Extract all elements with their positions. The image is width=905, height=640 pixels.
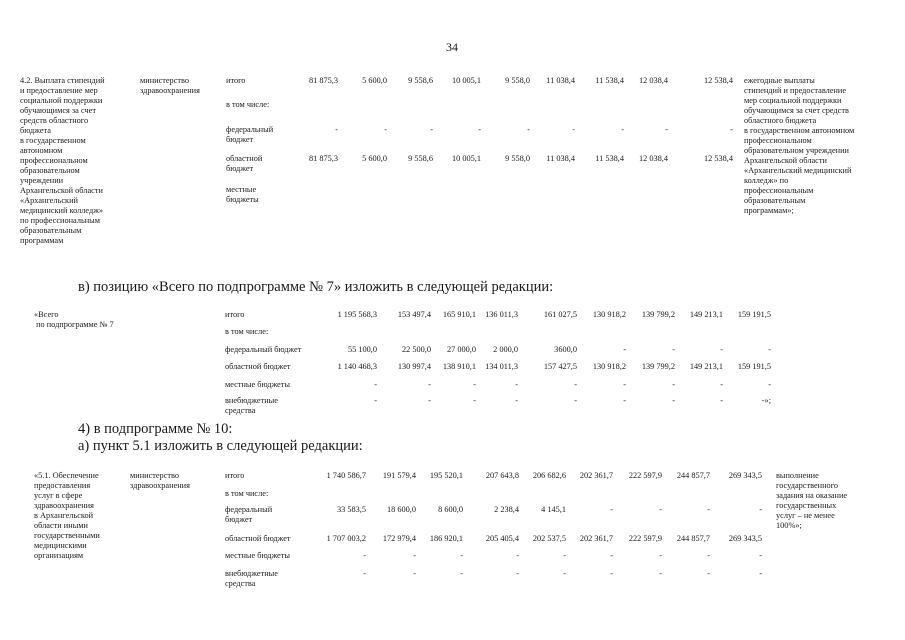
block2-value-cell: 130 918,2 (592, 362, 626, 371)
block3-row-label: местные бюджеты (225, 551, 290, 560)
block3-value-cell: 195 520,1 (429, 471, 463, 480)
block1-value-cell: 81 875,3 (308, 154, 338, 163)
block3-value-cell: 244 857,7 (676, 471, 710, 480)
block2-row-label: федеральный бюджет (225, 345, 302, 354)
note-1: ежегодные выплаты стипендий и предоставление мер социальной поддержки обучающимся за счет средств областного бюджета в государственном автономном профессиональном образовательном учреждении Архангельской области «Архангельский медицинский колледж» по профессиональным образовательным программам»; (744, 76, 855, 215)
block3-value-cell: - (759, 505, 762, 514)
block2-value-cell: - (428, 396, 431, 405)
heading-4: 4) в подпрограмме № 10: (78, 421, 233, 437)
block3-value-cell: 4 145,1 (541, 505, 566, 514)
block3-value-cell: 8 600,0 (438, 505, 463, 514)
block2-value-cell: 3600,0 (554, 345, 577, 354)
block2-value-cell: - (720, 396, 723, 405)
block1-value-cell: 5 600,0 (362, 154, 387, 163)
block1-row-label: в том числе: (226, 100, 270, 109)
block2-value-cell: 22 500,0 (401, 345, 431, 354)
block3-value-cell: - (659, 569, 662, 578)
block2-value-cell: - (374, 396, 377, 405)
block2-value-cell: - (672, 380, 675, 389)
block1-value-cell: 12 038,4 (638, 76, 668, 85)
block3-value-cell: - (363, 551, 366, 560)
block3-value-cell: 33 583,5 (336, 505, 366, 514)
block2-value-cell: 27 000,0 (446, 345, 476, 354)
block3-value-cell: - (363, 569, 366, 578)
block3-value-cell: 191 579,4 (382, 471, 416, 480)
block2-value-cell: - (473, 380, 476, 389)
block1-row-label: итого (226, 76, 246, 85)
block1-value-cell: 5 600,0 (362, 76, 387, 85)
block3-value-cell: 202 537,5 (532, 534, 566, 543)
block2-value-cell: 165 910,1 (442, 310, 476, 319)
block2-value-cell: -»; (761, 396, 771, 405)
block1-value-cell: 12 538,4 (703, 76, 733, 85)
block3-value-cell: - (516, 551, 519, 560)
block2-value-cell: - (374, 380, 377, 389)
block2-value-cell: 139 799,2 (641, 310, 675, 319)
block2-value-cell: - (768, 345, 771, 354)
block3-value-cell: 222 597,9 (628, 534, 662, 543)
block1-value-cell: 11 038,4 (546, 154, 575, 163)
block1-value-cell: 10 005,1 (451, 76, 481, 85)
block2-value-cell: 157 427,5 (543, 362, 577, 371)
block3-value-cell: - (610, 505, 613, 514)
block3-value-cell: 2 238,4 (494, 505, 519, 514)
block2-value-cell: 159 191,5 (737, 362, 771, 371)
block1-value-cell: - (384, 125, 387, 134)
block3-value-cell: 269 343,5 (728, 534, 762, 543)
block2-value-cell: 138 910,1 (442, 362, 476, 371)
block2-value-cell: - (623, 396, 626, 405)
block3-row-label: областной бюджет (225, 534, 291, 543)
block2-value-cell: - (428, 380, 431, 389)
total-subprogram-7-title: «Всего по подпрограмме № 7 (34, 310, 114, 329)
block3-value-cell: - (759, 551, 762, 560)
executor-1: министерство здравоохранения (140, 76, 200, 95)
page-number: 34 (446, 40, 458, 54)
executor-3: министерство здравоохранения (130, 471, 190, 490)
block2-value-cell: 1 140 468,3 (337, 362, 377, 371)
block1-value-cell: 9 558,0 (505, 76, 530, 85)
block2-value-cell: - (623, 345, 626, 354)
block2-value-cell: 161 027,5 (543, 310, 577, 319)
block2-value-cell: 149 213,1 (689, 310, 723, 319)
block1-value-cell: 10 005,1 (451, 154, 481, 163)
block1-row-label: федеральный бюджет (226, 125, 274, 144)
heading-a: а) пункт 5.1 изложить в следующей редакции: (78, 438, 363, 454)
block3-value-cell: - (460, 569, 463, 578)
block2-value-cell: - (623, 380, 626, 389)
block1-value-cell: - (665, 125, 668, 134)
block3-value-cell: 206 682,6 (532, 471, 566, 480)
block2-row-label: местные бюджеты (225, 380, 290, 389)
block3-value-cell: - (413, 551, 416, 560)
block3-value-cell: 207 643,8 (485, 471, 519, 480)
block3-value-cell: 186 920,1 (429, 534, 463, 543)
item-5-1-title: «5.1. Обеспечение предоставления услуг в сфере здравоохранения в Архангельской области иными государственными медицинскими организациям (34, 471, 100, 560)
block3-value-cell: 202 361,7 (579, 534, 613, 543)
block2-value-cell: - (768, 380, 771, 389)
block1-value-cell: - (478, 125, 481, 134)
block2-value-cell: 55 100,0 (347, 345, 377, 354)
heading-v: в) позицию «Всего по подпрограмме № 7» изложить в следующей редакции: (78, 279, 554, 295)
block1-row-label: областной бюджет (226, 154, 263, 173)
block3-value-cell: - (707, 569, 710, 578)
item-4-2-title: 4.2. Выплата стипендий и предоставление мер социальной поддержки обучающимся за счет средств областного бюджета в государственном автономном профессиональном образовательном учреждении Архангельской области «Архангельский медицинский колледж» по профессиональным образовательным программам (20, 76, 105, 245)
block1-value-cell: 9 558,6 (408, 76, 433, 85)
block3-value-cell: 205 405,4 (485, 534, 519, 543)
block3-value-cell: 172 979,4 (382, 534, 416, 543)
block2-row-label: внебюджетные средства (225, 396, 278, 415)
block2-value-cell: - (672, 345, 675, 354)
block2-value-cell: 2 000,0 (493, 345, 518, 354)
block2-value-cell: - (574, 380, 577, 389)
block1-value-cell: 9 558,6 (408, 154, 433, 163)
block2-value-cell: 159 191,5 (737, 310, 771, 319)
block2-value-cell: 130 997,4 (397, 362, 431, 371)
block3-row-label: федеральный бюджет (225, 505, 273, 524)
block2-value-cell: 130 918,2 (592, 310, 626, 319)
block3-value-cell: - (516, 569, 519, 578)
block2-row-label: в том числе: (225, 327, 269, 336)
block3-value-cell: - (659, 505, 662, 514)
block2-value-cell: - (720, 345, 723, 354)
block3-value-cell: 222 597,9 (628, 471, 662, 480)
block2-value-cell: - (473, 396, 476, 405)
block3-value-cell: - (563, 569, 566, 578)
block3-value-cell: - (413, 569, 416, 578)
block2-value-cell: 1 195 568,3 (337, 310, 377, 319)
block2-value-cell: 153 497,4 (397, 310, 431, 319)
block1-row-label: местные бюджеты (226, 185, 259, 204)
block1-value-cell: - (430, 125, 433, 134)
block2-value-cell: 134 011,3 (485, 362, 518, 371)
block1-value-cell: - (527, 125, 530, 134)
block2-value-cell: - (720, 380, 723, 389)
note-3: выполнение государственного задания на оказание государственных услуг – не менее 100%»; (776, 471, 848, 530)
block1-value-cell: 12 038,4 (638, 154, 668, 163)
block3-value-cell: - (610, 551, 613, 560)
block3-value-cell: 18 600,0 (386, 505, 416, 514)
block2-value-cell: 136 011,3 (485, 310, 518, 319)
block2-value-cell: - (515, 380, 518, 389)
block2-value-cell: 139 799,2 (641, 362, 675, 371)
block3-value-cell: 1 740 586,7 (326, 471, 366, 480)
block2-value-cell: - (515, 396, 518, 405)
block1-value-cell: - (335, 125, 338, 134)
block1-value-cell: - (572, 125, 575, 134)
block3-row-label: в том числе: (225, 489, 269, 498)
block1-value-cell: 11 038,4 (546, 76, 575, 85)
block1-value-cell: 12 538,4 (703, 154, 733, 163)
block3-row-label: итого (225, 471, 245, 480)
block3-row-label: внебюджетные средства (225, 569, 278, 588)
block3-value-cell: 269 343,5 (728, 471, 762, 480)
block1-value-cell: 9 558,0 (505, 154, 530, 163)
block3-value-cell: - (460, 551, 463, 560)
block3-value-cell: 202 361,7 (579, 471, 613, 480)
block2-value-cell: - (672, 396, 675, 405)
block3-value-cell: - (759, 569, 762, 578)
block1-value-cell: - (730, 125, 733, 134)
block3-value-cell: - (707, 551, 710, 560)
block2-row-label: итого (225, 310, 245, 319)
block2-value-cell: 149 213,1 (689, 362, 723, 371)
block2-row-label: областной бюджет (225, 362, 291, 371)
block1-value-cell: - (621, 125, 624, 134)
block1-value-cell: 81 875,3 (308, 76, 338, 85)
block3-value-cell: 1 707 003,2 (326, 534, 366, 543)
block3-value-cell: 244 857,7 (676, 534, 710, 543)
block3-value-cell: - (610, 569, 613, 578)
block3-value-cell: - (563, 551, 566, 560)
block3-value-cell: - (707, 505, 710, 514)
block1-value-cell: 11 538,4 (595, 154, 624, 163)
block3-value-cell: - (659, 551, 662, 560)
block2-value-cell: - (574, 396, 577, 405)
block1-value-cell: 11 538,4 (595, 76, 624, 85)
